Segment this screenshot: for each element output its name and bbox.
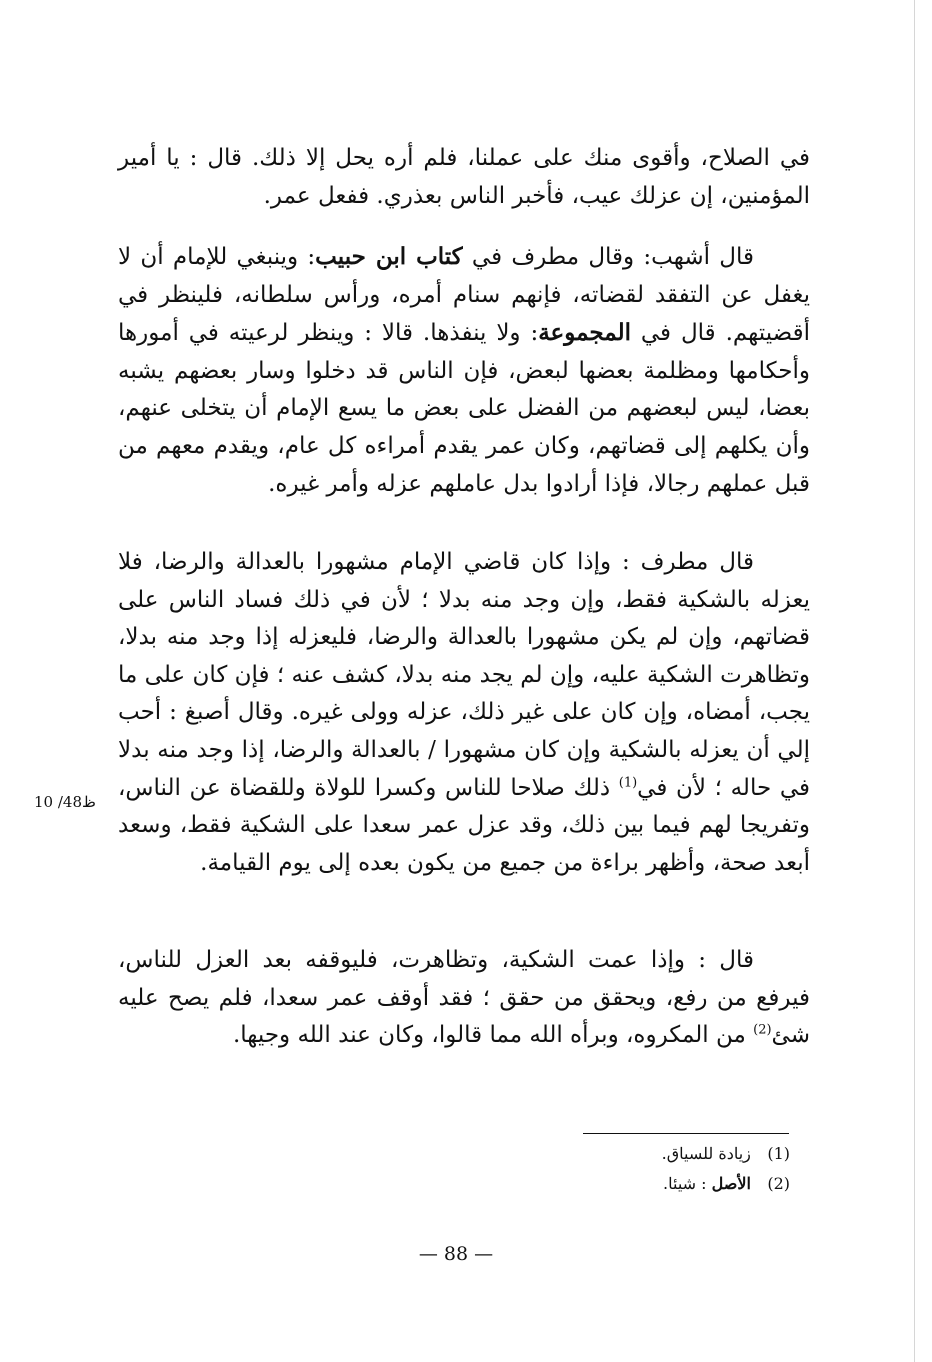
footnote-number: (2)	[767, 1174, 790, 1193]
paragraph-4-text-a: قال : وإذا عمت الشكية، وتظاهرت، فليوقفه بعد العزل للناس، فيرفع من رفع، ويحقق من حقق ؛ فقد أوقف عمر سعدا، فلم يصح عليه شئ	[118, 947, 810, 1049]
footnote-label: الأصل	[711, 1174, 751, 1193]
footnote-1	[500, 1139, 790, 1169]
paragraph-3	[118, 544, 810, 882]
footnote-divider	[583, 1133, 789, 1134]
scan-edge-line	[914, 0, 915, 1362]
footnote-number: (1)	[767, 1144, 790, 1163]
footnote-text: : شيئا.	[663, 1174, 712, 1193]
footnote-ref-1: (1)	[618, 774, 638, 790]
paragraph-4	[118, 942, 810, 1055]
paragraph-2-text-e: : ولا ينفذها. قالا : وينظر لرعيته في أمورها وأحكامها ومظلمة بعضها لبعض، فإن الناس قد دخلوا وسار بعضهم يشبه بعضا، ليس لبعضهم من الفضل على بعض ما يسع الإمام أن يتخلى عنهم، وأن يكلهم إلى قضاتهم، وكان عمر يقدم أمراءه كل عام، ويقدم معهم من قبل عملهم رجالا، فإذا أرادوا بدل عاملهم عزله وأمر غيره.	[118, 320, 810, 497]
paragraph-3-text-b: ذلك صلاحا للناس وكسرا للولاة وللقضاة عن الناس، وتفريجا لهم فيما بين ذلك، وقد عزل عمر سعدا على الشكية فقط، وسعد أبعد صحة، وأظهر براءة من جميع من يكون بعده إلى يوم القيامة.	[118, 774, 810, 876]
paragraph-1-text: في الصلاح، وأقوى منك على عملنا، فلم أره يحل إلا ذلك. قال : يا أمير المؤمنين، إن عزلك عيب، فأخبر الناس بعذري. ففعل عمر.	[118, 145, 810, 209]
manuscript-folio-marker: 10 /48ظ	[34, 793, 96, 811]
paragraph-2-text-a: قال أشهب: وقال مطرف في	[462, 244, 754, 270]
paragraph-1	[118, 140, 810, 215]
footnote-2	[500, 1169, 790, 1199]
footnote-ref-2: (2)	[753, 1022, 772, 1038]
footnotes	[500, 1139, 790, 1199]
paragraph-2-text-c: : وينبغي للإمام أن لا يغفل عن التفقد لقضاته، فإنهم سنام أمره، ورأس سلطانه، فلينظر في أقضيتهم. قال في	[118, 244, 810, 347]
footnote-text: زيادة للسياق.	[661, 1144, 751, 1163]
paragraph-3-text-a: قال مطرف : وإذا كان قاضي الإمام مشهورا بالعدالة والرضا، فلا يعزله بالشكية فقط، وإن وجد منه بدلا ؛ لأن في ذلك فساد الناس على قضاتهم، وإن لم يكن مشهورا بالعدالة والرضا، فليعزله إذا وجد منه بدلا، وتظاهرت الشكية عليه، وإن لم يجد منه بدلا، كشف عنه ؛ فإن كان على ما يجب، أمضاه، وإن كان على غير ذلك، عزله وولى غيره. وقال أصبغ : أحب إلي أن يعزله بالشكية وإن كان مشهورا / بالعدالة والرضا، إذا وجد منه بدلا في حاله ؛ لأن في	[118, 549, 810, 801]
book-title-majmua: المجموعة	[538, 319, 631, 347]
book-title-ibn-habib: كتاب ابن حبيب	[315, 243, 463, 270]
paragraph-4-text-b: من المكروه، وبرأه الله مما قالوا، وكان عند الله وجيها.	[232, 1022, 754, 1049]
paragraph-2	[118, 238, 810, 503]
page-number: — 88 —	[418, 1243, 494, 1265]
